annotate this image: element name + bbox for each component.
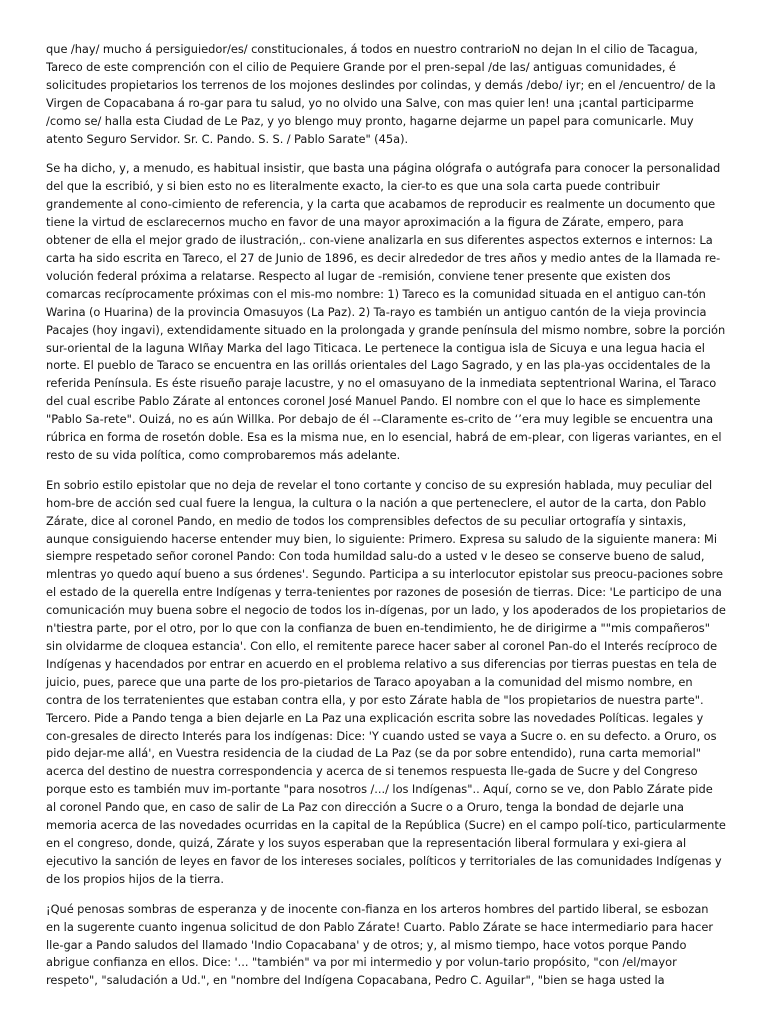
paragraph-liberal-hopes: ¡Qué penosas sombras de esperanza y de inocente con-fianza en los arteros hombres del partido liberal, se esbozan en la sugerente cuanto ingenua solicitud de don Pablo Zárate! Cuarto. Pablo Zárate se hace intermediario para hacer lle-gar a Pando saludos del llamado 'Indio Copacabana' y de otros; y, al mismo tiempo, hace votos porque Pando abrigue confianza en ellos. Dice: '... "también" va por mi intermedio y por volun-tario propósito, "con /el/mayor respeto", "saludación a Ud.", en "nombre del Indígena Copacabana, Pedro C. Aguilar", "bien se haga usted la <box>46 901 714 988</box>
paragraph-letter-analysis: Se ha dicho, y, a menudo, es habitual insistir, que basta una página ológrafa o autógrafa para conocer la personalidad del que la escribió, y si bien esto no es literalmente exacto, la cier-to es que una sola carta puede contribuir grandemente al cono-cimiento de referencia, y la carta que acabamos de reproducir es realmente un documento que tiene la virtud de esclarecernos mucho en favor de una mayor aproximación a la figura de Zárate, empero, para obtener de ella el mejor grado de ilustración,. con-viene analizarla en sus diferentes aspectos externos e internos: La carta ha sido escrita en Tareco, el 27 de Junio de 1896, es decir alrededor de tres años y medio antes de la llamada re-volución federal próxima a relatarse. Respecto al lugar de -remisión, conviene tener presente que existen dos comarcas recíprocamente próximas con el mis-mo nombre: 1) Tareco es la comunidad situada en el antiguo can-tón Warina (o Huarina) de la provincia Omasuyos (La Paz). 2) Ta-rayo es también un antiguo cantón de la vieja provincia Pacajes (hoy ingavi), extendidamente situado en la prolongada y grande península del mismo nombre, sobre la porción sur-oriental de la laguna WIñay Marka del lago Titicaca. Le pertenece la contigua isla de Sicuya e una legua hacia el norte. El pueblo de Taraco se encuentra en las orillás orientales del Lago Sagrado, y en las pla-yas occidentales de la referida Península. Es éste risueño paraje lacustre, y no el omasuyano de la inmediata septentrional Warina, el Taraco del cual escribe Pablo Zárate al entonces coronel José Manuel Pando. El nombre con el que lo hace es simplemente "Pablo Sa-rete". Ouizá, no es aún Willka. Por debajo de él --Claramente es-crito de ‘’era muy legible se encuentra una rúbrica en forma de rosetón doble. Esa es la misma nue, en lo esencial, habrá de em-plear, con ligeras variantes, en el resto de su vida política, como comprobaremos más adelante. <box>46 161 726 462</box>
paragraph-letter-contents: En sobrio estilo epistolar que no deja de revelar el tono cortante y conciso de su expresión hablada, muy peculiar del hom-bre de acción sed cual fuere la lengua, la cultura o la nación a que perteneclere, el autor de la carta, don Pablo Zárate, dice al coronel Pando, en medio de todos los comprensibles defectos de su peculiar ortografía y sintaxis, aunque consiguiendo hacerse entender muy bien, lo siguiente: Primero. Expresa su saludo de la siguiente manera: Mi siempre respetado señor coronel Pando: Con toda humildad salu-do a usted v le deseo se conserve bueno de salud, mlentras yo quedo aquí bueno a sus órdenes'. Segundo. Participa a su interlocutor epistolar sus preocu-paciones sobre el estado de la querella entre Indígenas y terra-tenientes por razones de posesión de tierras. Dice: 'Le participo de una comunicación muy buena sobre el negocio de todos los in-dígenas, por un lado, y los apoderados de los propietarios de n'tiestra parte, por el otro, por lo que con la confianza de buen en-tendimiento, he de dirigirme a ""mis compañeros" sin olvidarme de cloquea estancia'. Con ello, el remitente parece hacer saber al coronel Pan-do el Interés recíproco de Indígenas y hacendados por entrar en acuerdo en el problema relativo a sus diferencias por tierras puestas en tela de juicio, pues, parece que una parte de los pro-pietarios de Taraco apoyaban a la comunidad del mismo nombre, en contra de los terratenientes que estaban contra ella, y por esto Zárate habla de "los propietarios de nuestra parte". Tercero. Pide a Pando tenga a bien dejarle en La Paz una explicación escrita sobre las novedades Políticas. legales y con-gresales de directo Interés para los indígenas: Dice: 'Y cuando usted se vaya a Sucre o. en su defecto. a Oruro, os pido dejar-me allá', en Vuestra residencia de la ciudad de La Paz (se da por sobre entendido), runa carta memorial" acerca del destino de nuestra correspondencia y acerca de si tenemos respuesta lle-gada de Sucre y del Congreso porque esto es también muv im-portante "para nosotros /.../ los Indígenas".. Aquí, corno se ve, don Pablo Zárate pide al coronel Pando que, en caso de salir de La Paz con dirección a Sucre o a Oruro, tenga la bondad de dejarle una memoria acerca de las novedades ocurridas en la capital de la República (Sucre) en el campo polí-tico, particularmente en el congreso, donde, quizá, Zárate y los suyos esperaban que la representación liberal formulara y exi-giera al ejecutivo la sanción de leyes en favor de los intereses sociales, políticos y territoriales de las comunidades Indígenas y de los propios hijos de la tierra. <box>46 477 726 886</box>
document-page <box>46 41 726 1002</box>
paragraph-letter-ending: que /hay/ mucho á persiguiedor/es/ constitucionales, á todos en nuestro contrarioN no dejan In el cilio de Tacagua, Tareco de este comprención con el cilio de Pequiere Grande por el pren-sepal /de las/ antiguas comunidades, é solicitudes propietarios los terrenos de los mojones deslindes por colindas, y demás /debo/ iyr; en el /encuentro/ de la Virgen de Copacabana á ro-gar para tu salud, yo no olvido una Salve, con mas quier len! una ¡cantal participarme /como se/ halla esta Ciudad de Le Paz, y yo blengo muy pronto, hagarne dejarme un papel para comunicarle. Muy atento Seguro Servidor. Sr. C. Pando. S. S. / Pablo Sarate" (45a). <box>46 42 716 146</box>
